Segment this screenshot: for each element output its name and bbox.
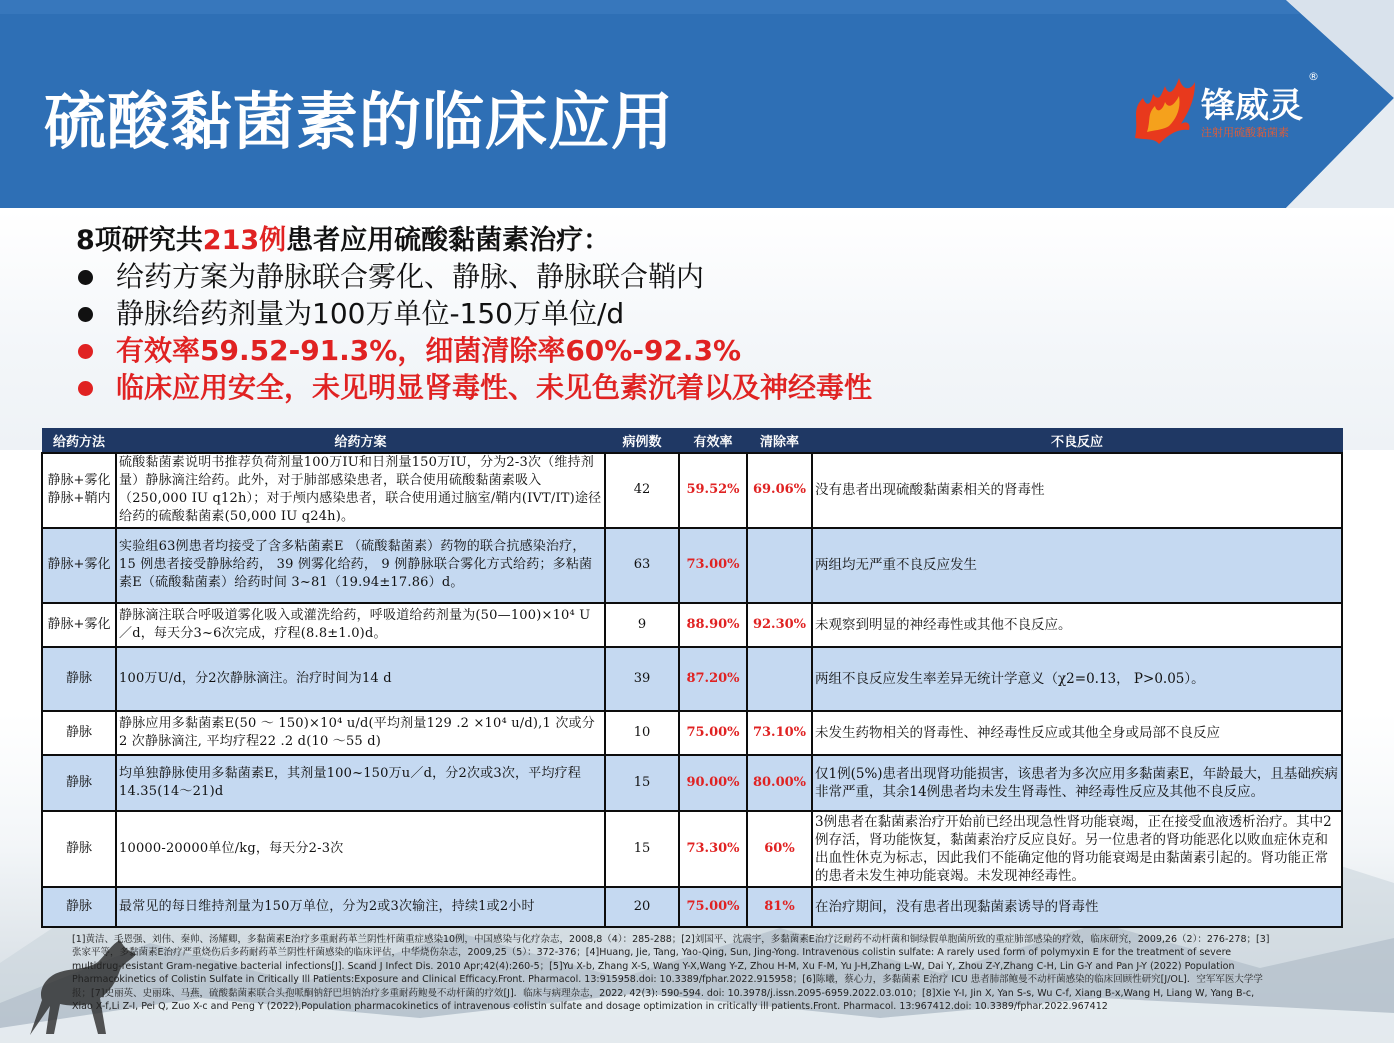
cell-efficacy: 87.20% (679, 647, 747, 711)
heading-suffix: 患者应用硫酸黏菌素治疗： (286, 225, 611, 256)
cell-clearance: 69.06% (747, 453, 812, 528)
cell-method: 静脉 (42, 755, 116, 811)
cell-cases: 20 (605, 887, 679, 927)
cell-clearance: 81% (747, 887, 812, 927)
bullet-text: 静脉给药剂量为100万单位-150万单位/d (116, 297, 625, 330)
cell-clearance (747, 647, 812, 711)
cell-adverse: 两组均无严重不良反应发生 (812, 528, 1342, 603)
page-title: 硫酸黏菌素的临床应用 (44, 85, 675, 158)
cell-clearance: 80.00% (747, 755, 812, 811)
cell-adverse: 未观察到明显的神经毒性或其他不良反应。 (812, 603, 1342, 647)
cell-efficacy: 75.00% (679, 711, 747, 755)
cell-clearance (747, 528, 812, 603)
cell-efficacy: 88.90% (679, 603, 747, 647)
brand-logo (1125, 68, 1325, 148)
cell-clearance: 60% (747, 811, 812, 887)
bullet-text: 临床应用安全，未见明显肾毒性、未见色素沉着以及神经毒性 (116, 371, 873, 404)
cell-method: 静脉+雾化 (42, 603, 116, 647)
summary-bullets (76, 258, 1076, 406)
table-row (42, 887, 1342, 927)
cell-efficacy: 90.00% (679, 755, 747, 811)
horse-flame-logo-icon (1125, 68, 1205, 148)
cell-plan: 均单独静脉使用多黏菌素E，其剂量100~150万u／d，分2次或3次，平均疗程14.35(14～21)d (116, 755, 605, 811)
table-row (42, 528, 1342, 603)
cell-cases: 15 (605, 755, 679, 811)
table-row (42, 647, 1342, 711)
cell-cases: 63 (605, 528, 679, 603)
cell-plan: 10000-20000单位/kg，每天分2-3次 (116, 811, 605, 887)
bullet-item (76, 369, 1076, 406)
cell-plan: 100万U/d，分2次静脉滴注。治疗时间为14 d (116, 647, 605, 711)
table-row (42, 811, 1342, 887)
header-adverse: 不良反应 (812, 429, 1342, 453)
summary-heading (76, 222, 610, 260)
cell-cases: 42 (605, 453, 679, 528)
cell-method: 静脉+雾化 (42, 528, 116, 603)
bullet-dot-icon (78, 270, 93, 285)
logo-name: 锋威灵 (1201, 86, 1303, 126)
cell-adverse: 仅1例(5%)患者出现肾功能损害，该患者为多次应用多黏菌素E，年龄最大，且基础疾病非常严重，其余14例患者均未发生肾毒性、神经毒性反应及其他不良反应。 (812, 755, 1342, 811)
logo-registered-mark: ® (1308, 70, 1319, 83)
table-row (42, 755, 1342, 811)
references: [1]黄洁、毛恩强、刘伟、秦帅、汤耀卿，多黏菌素E治疗多重耐药革兰阴性杆菌重症感染10例，中国感染与化疗杂志，2008,8（4）：285-288；[2]刘国平、沈震宇，多黏菌素E治疗泛耐药不动杆菌和铜绿假单胞菌所致的重症肺部感染的疗效，临床研究，2009,26（2）：276-278；[3]张家平等，多黏菌素E治疗严重烧伤后多药耐药革兰阴性杆菌感染的临床评估，中华烧伤杂志，2009,25（5）：372-376；[4]Huang, Jie, Tang, Yao-Qing, Sun, Jing-Yong. Intravenous colistin sulfate: A rarely used form of polymyxin E for the treatment of severe multidrug-resistant Gram-negative bacterial infections[J]. Scand J Infect Dis. 2010 Apr;42(4):260-5；[5]Yu X-b, Zhang X-S, Wang Y-X,Wang Y-Z, Zhou H-M, Xu F-M, Yu J-H,Zhang L-W, Dai Y, Zhou Z-Y,Zhang C-H, Lin G-Y and Pan J-Y (2022) Population Pharmacokinetics of Colistin Sulfate in Critically Ill Patients:Exposure and Clinical Efficacy.Front. Pharmacol. 13:915958.doi: 10.3389/fphar.2022.915958；[6]陈曦，蔡心力，多黏菌素 E治疗 ICU 患者肺部鲍曼不动杆菌感染的临床回顾性研究[J/OL]．空军军医大学学报；[7]史丽英、史丽珠、马燕，硫酸黏菌素联合头孢哌酮钠舒巴坦钠治疗多重耐药鲍曼不动杆菌的疗效[J]．临床与病理杂志，2022, 42(3): 590-594. doi: 10.3978/j.issn.2095-6959.2022.03.010；[8]Xie Y-I, Jin X, Yan S-s, Wu C-f, Xiang B-x,Wang H, Liang W, Yang B-c, Xiao X-f,Li Z-I, Pei Q, Zuo X-c and Peng Y (2022),Population pharmacokinetics of intravenous colistin sulfate and dosage optimization in critically ill patients.Front. Pharmacol. 13:967412.doi: 10.3389/fphar.2022.967412 (72, 934, 1270, 1013)
cell-adverse: 两组不良反应发生率差异无统计学意义（χ2=0.13， P>0.05）。 (812, 647, 1342, 711)
cell-method: 静脉 (42, 647, 116, 711)
cell-efficacy: 75.00% (679, 887, 747, 927)
bullet-dot-icon (78, 381, 93, 396)
studies-table-wrapper (41, 428, 1341, 927)
bullet-item (76, 295, 1076, 332)
cell-adverse: 未发生药物相关的肾毒性、神经毒性反应或其他全身或局部不良反应 (812, 711, 1342, 755)
header-clearance: 清除率 (747, 429, 812, 453)
cell-plan: 静脉应用多黏菌素E(50 ～ 150)×10⁴ u/d(平均剂量129 .2 ×10⁴ u/d),1 次或分2 次静脉滴注, 平均疗程22 .2 d(10 ～55 d) (116, 711, 605, 755)
cell-clearance: 73.10% (747, 711, 812, 755)
cell-cases: 9 (605, 603, 679, 647)
cell-clearance: 92.30% (747, 603, 812, 647)
cell-efficacy: 73.30% (679, 811, 747, 887)
table-row (42, 603, 1342, 647)
table-row (42, 711, 1342, 755)
logo-tagline: 注射用硫酸黏菌素 (1201, 126, 1289, 139)
cell-method: 静脉+雾化 静脉+鞘内 (42, 453, 116, 528)
header-plan: 给药方案 (116, 429, 605, 453)
cell-plan: 硫酸黏菌素说明书推荐负荷剂量100万IU和日剂量150万IU，分为2-3次（维持剂量）静脉滴注给药。此外，对于肺部感染患者，联合使用硫酸黏菌素吸入（250,000 IU q12h）；对于颅内感染患者，联合使用通过脑室/鞘内(IVT/IT)途径给药的硫酸黏菌素(50,000 IU q24h)。 (116, 453, 605, 528)
cell-plan: 最常见的每日维持剂量为150万单位，分为2或3次输注，持续1或2小时 (116, 887, 605, 927)
cell-efficacy: 73.00% (679, 528, 747, 603)
header-method: 给药方法 (42, 429, 116, 453)
studies-table (41, 428, 1343, 928)
cell-adverse: 在治疗期间，没有患者出现黏菌素诱导的肾毒性 (812, 887, 1342, 927)
cell-method: 静脉 (42, 711, 116, 755)
bullet-dot-icon (78, 344, 93, 359)
bullet-item (76, 258, 1076, 295)
header-cases: 病例数 (605, 429, 679, 453)
table-header-row (42, 429, 1342, 453)
bullet-item (76, 332, 1076, 369)
header-efficacy: 有效率 (679, 429, 747, 453)
cell-efficacy: 59.52% (679, 453, 747, 528)
heading-highlight: 213例 (202, 225, 287, 256)
cell-adverse: 3例患者在黏菌素治疗开始前已经出现急性肾功能衰竭，正在接受血液透析治疗。其中2例存活，肾功能恢复，黏菌素治疗反应良好。另一位患者的肾功能恶化以败血症休克和出血性休克为标志，因此我们不能确定他的肾功能衰竭是由黏菌素引起的。肾功能正常的患者未发生神功能衰竭。未发现神经毒性。 (812, 811, 1342, 887)
cell-cases: 10 (605, 711, 679, 755)
table-row (42, 453, 1342, 528)
cell-method: 静脉 (42, 887, 116, 927)
bullet-text: 给药方案为静脉联合雾化、静脉、静脉联合鞘内 (116, 260, 705, 293)
cell-cases: 39 (605, 647, 679, 711)
summary-block (76, 222, 873, 404)
cell-method: 静脉 (42, 811, 116, 887)
cell-plan: 静脉滴注联合呼吸道雾化吸入或灌洗给药，呼吸道给药剂量为(50—100)×10⁴ U／d，每天分3~6次完成，疗程(8.8±1.0)d。 (116, 603, 605, 647)
bullet-dot-icon (78, 307, 93, 322)
heading-prefix: 8项研究共 (76, 225, 203, 256)
cell-plan: 实验组63例患者均接受了含多粘菌素E （硫酸黏菌素）药物的联合抗感染治疗，15 例患者接受静脉给药， 39 例雾化给药， 9 例静脉联合雾化方式给药；多粘菌素E（硫酸黏菌素）给药时间 3~81（19.94±17.86）d。 (116, 528, 605, 603)
cell-adverse: 没有患者出现硫酸黏菌素相关的肾毒性 (812, 453, 1342, 528)
bullet-text: 有效率59.52-91.3%，细菌清除率60%-92.3% (116, 334, 742, 367)
cell-cases: 15 (605, 811, 679, 887)
